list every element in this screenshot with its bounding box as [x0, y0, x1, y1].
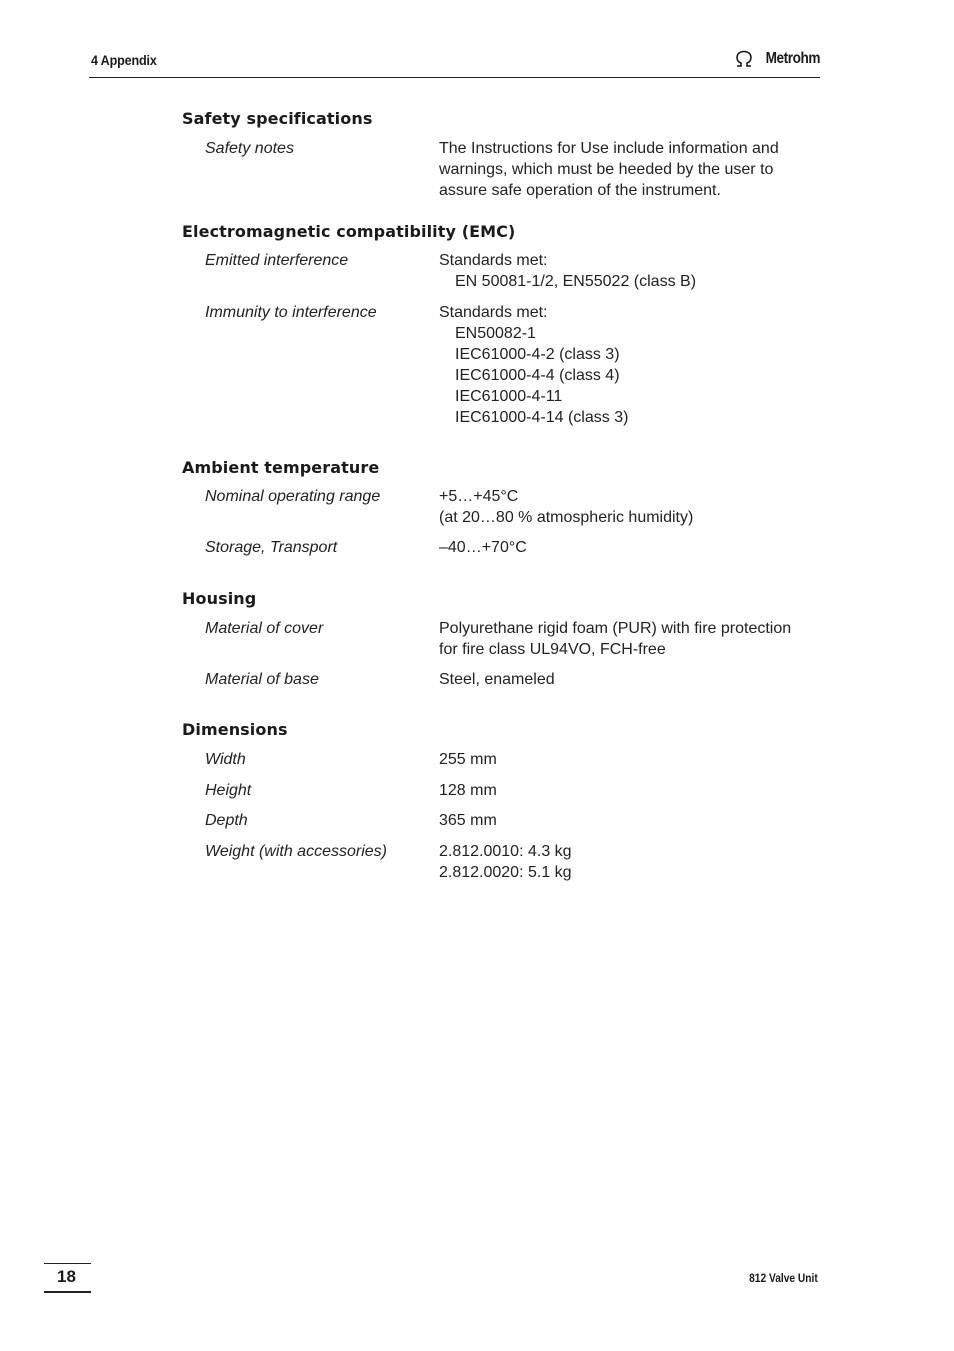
spec-value-line: warnings, which must be heeded by the user to — [439, 161, 774, 178]
brand-logo — [734, 50, 820, 68]
spec-value-line: IEC61000-4-4 (class 4) — [455, 367, 620, 384]
spec-label: Material of cover — [205, 620, 324, 637]
spec-value — [439, 618, 829, 660]
spec-value-line: 365 mm — [439, 812, 497, 829]
brand-name: Metrohm — [765, 50, 820, 67]
spec-value-line: assure safe operation of the instrument. — [439, 182, 721, 199]
section-title: Electromagnetic compatibility (EMC) — [182, 222, 516, 241]
spec-value — [439, 749, 829, 770]
footer-product-name: 812 Valve Unit — [749, 1271, 818, 1285]
spec-value-line: EN 50081-1/2, EN55022 (class B) — [455, 273, 697, 290]
spec-value — [439, 302, 829, 428]
spec-label: Width — [205, 751, 246, 768]
spec-value-line: 2.812.0020: 5.1 kg — [439, 864, 572, 881]
page-number: 18 — [57, 1267, 76, 1286]
spec-label: Depth — [205, 812, 248, 829]
spec-value — [439, 138, 829, 201]
spec-label: Storage, Transport — [205, 539, 338, 556]
spec-value — [439, 537, 829, 558]
page-header — [89, 50, 820, 78]
spec-value-line: IEC61000-4-2 (class 3) — [455, 346, 620, 363]
spec-value-line: The Instructions for Use include information and — [439, 140, 779, 157]
spec-label: Nominal operating range — [205, 488, 381, 505]
spec-value-line: (at 20…80 % atmospheric humidity) — [439, 509, 694, 526]
spec-value-line: 2.812.0010: 4.3 kg — [439, 843, 572, 860]
spec-value-line: Standards met: — [439, 304, 548, 321]
spec-value — [439, 780, 829, 801]
section-title: Housing — [182, 589, 257, 608]
header-section-title: 4 Appendix — [91, 52, 157, 68]
spec-value — [439, 669, 829, 690]
spec-value — [439, 486, 829, 528]
spec-label: Weight (with accessories) — [205, 843, 387, 860]
section-title: Ambient temperature — [182, 458, 380, 477]
spec-value-line: IEC61000-4-14 (class 3) — [455, 409, 629, 426]
spec-value-line: EN50082-1 — [455, 325, 536, 342]
spec-value-line: +5…+45°C — [439, 488, 519, 505]
spec-value-line: 128 mm — [439, 782, 497, 799]
spec-value-line: Steel, enameled — [439, 671, 555, 688]
spec-value-line: IEC61000-4-11 — [455, 388, 563, 405]
spec-value-line: for fire class UL94VO, FCH-free — [439, 641, 666, 658]
section-title: Dimensions — [182, 720, 288, 739]
spec-value — [439, 250, 829, 292]
spec-value — [439, 810, 829, 831]
spec-label: Material of base — [205, 671, 319, 688]
spec-label: Emitted interference — [205, 252, 349, 269]
spec-value-line: Polyurethane rigid foam (PUR) with fire protection — [439, 620, 792, 637]
spec-value-line: 255 mm — [439, 751, 497, 768]
spec-value-line: Standards met: — [439, 252, 548, 269]
spec-label: Safety notes — [205, 140, 294, 157]
spec-label: Immunity to interference — [205, 304, 377, 321]
section-title: Safety specifications — [182, 109, 373, 128]
omega-logo-icon — [734, 50, 754, 68]
spec-value-line: –40…+70°C — [439, 539, 527, 556]
spec-label: Height — [205, 782, 252, 799]
page-number-box — [44, 1263, 91, 1293]
spec-value — [439, 841, 829, 883]
